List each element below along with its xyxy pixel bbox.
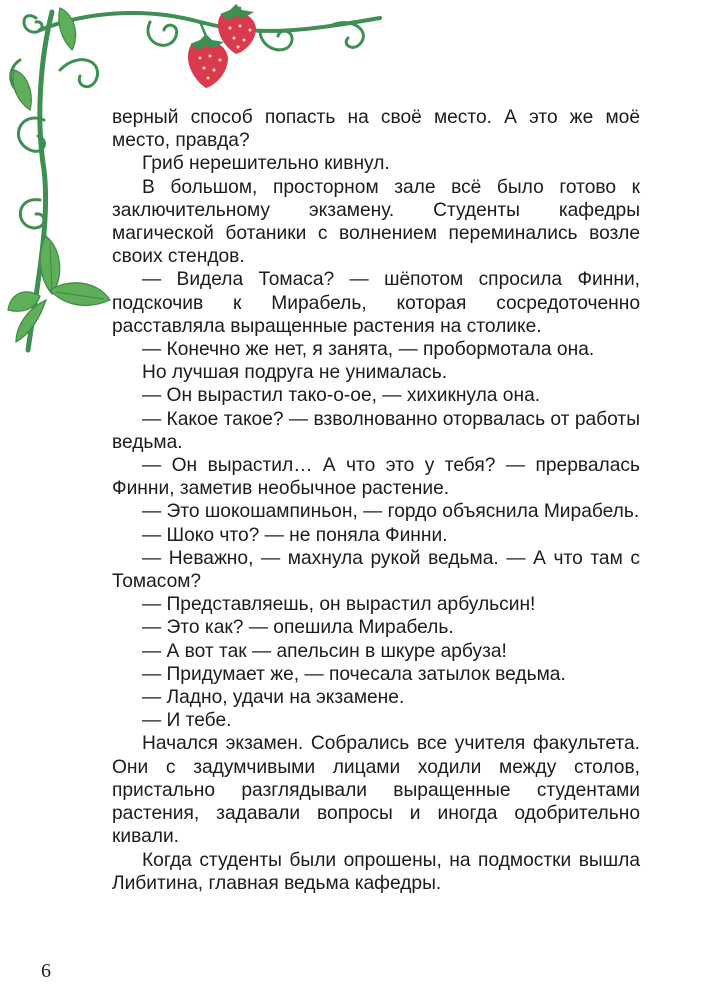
- paragraph: — Конечно же нет, я занята, — пробормотала она.: [142, 339, 595, 361]
- paragraph: — И тебе.: [142, 710, 232, 732]
- paragraph: — Он вырастил тако-о-ое, — хихикнула она.: [142, 385, 541, 407]
- page-number: 6: [41, 960, 51, 982]
- paragraph: — Неважно, — махнула рукой ведьма. — А что там с Томасом?: [112, 547, 640, 593]
- paragraph: Когда студенты были опрошены, на подмостки вышла Либитина, главная ведьма кафедры.: [112, 849, 640, 894]
- paragraph: — Он вырастил… А что это у тебя? — прервалась Финни, заметив необычное растение.: [112, 455, 640, 500]
- paragraph: — Шоко что? — не поняла Финни.: [142, 524, 448, 546]
- paragraph: — А вот так — апельсин в шкуре арбуза!: [142, 640, 507, 662]
- paragraph: верный способ попасть на своё место. А это же моё место, правда?: [112, 107, 640, 152]
- story-text: [112, 106, 640, 895]
- paragraph: — Это шокошампиньон, — гордо объяснила Мирабель.: [142, 501, 640, 523]
- paragraph: — Видела Томаса? — шёпотом спросила Финни, подскочив к Мирабель, которая сосредоточенно расставляла выращенные растения на столике.: [112, 269, 640, 337]
- paragraph: В большом, просторном зале всё было готово к заключительному экзамену. Студенты кафедры магической ботаники с волнением переминались возле своих стендов.: [112, 176, 640, 268]
- paragraph: — Ладно, удачи на экзамене.: [142, 687, 405, 709]
- paragraph: — Какое такое? — взволнованно оторвалась от работы ведьма.: [112, 408, 640, 453]
- paragraph: Начался экзамен. Собрались все учителя факультета. Они с задумчивыми лицами ходили между столов, пристально разглядывали выращенные студентами растения, задавали вопросы и иногда одобрительно кивали.: [112, 733, 640, 848]
- paragraph: — Представляешь, он вырастил арбульсин!: [142, 594, 536, 616]
- paragraph: — Это как? — опешила Мирабель.: [142, 617, 454, 639]
- paragraph: — Придумает же, — почесала затылок ведьма.: [142, 663, 566, 685]
- paragraph: Но лучшая подруга не унималась.: [142, 362, 448, 384]
- paragraph: Гриб нерешительно кивнул.: [142, 153, 390, 175]
